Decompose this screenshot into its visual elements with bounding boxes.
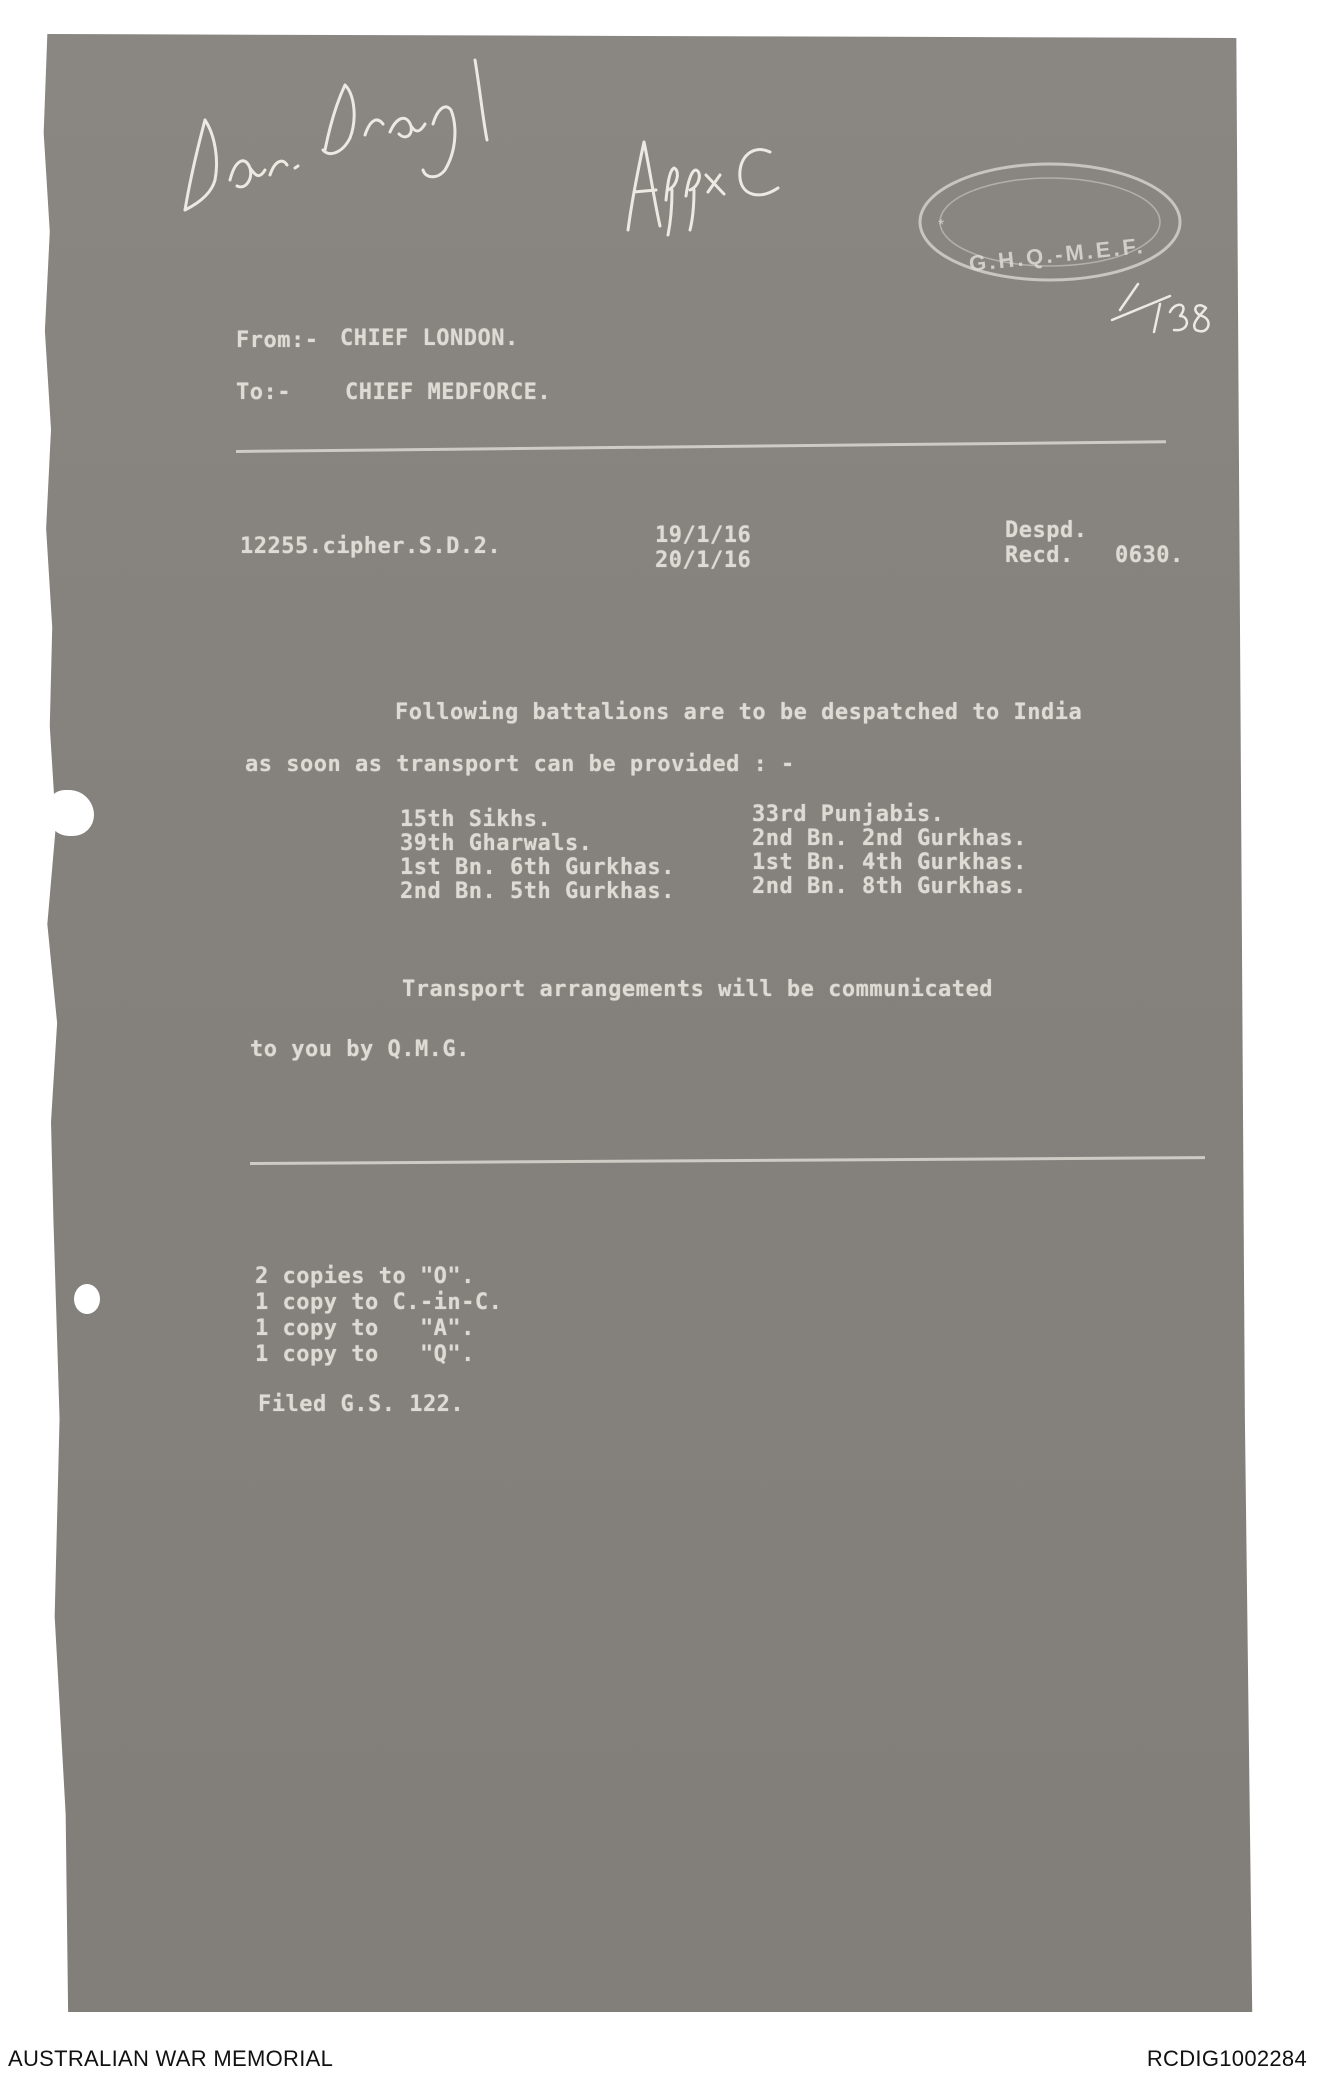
battalion-right-2: 2nd Bn. 2nd Gurkhas.	[752, 826, 1027, 851]
distribution-line-2: 1 copy to C.-in-C.	[255, 1290, 503, 1315]
from-label: From:-	[236, 328, 319, 353]
footer-institution: AUSTRALIAN WAR MEMORIAL	[8, 2046, 334, 2071]
handwritten-war-diary	[175, 40, 515, 220]
despatched-label: Despd.	[1005, 518, 1088, 543]
date-despatched: 19/1/16	[655, 523, 752, 548]
document-sheet	[40, 34, 1262, 2012]
to-label: To:-	[236, 380, 291, 405]
battalion-right-4: 2nd Bn. 8th Gurkhas.	[752, 874, 1027, 899]
handwritten-folio-number	[1110, 270, 1220, 340]
distribution-line-3: 1 copy to "A".	[255, 1316, 475, 1341]
received-time: 0630.	[1115, 543, 1184, 568]
footer-record-id: RCDIG1002284	[1146, 2046, 1307, 2071]
message-paragraph-2-line-2: to you by Q.M.G.	[250, 1037, 470, 1062]
received-label: Recd.	[1005, 543, 1074, 568]
handwritten-appx-c	[620, 130, 800, 240]
message-paragraph-1-line-1: Following battalions are to be despatched to India	[395, 700, 1083, 725]
from-value: CHIEF LONDON.	[340, 326, 519, 351]
binder-tear	[48, 790, 94, 836]
battalion-left-2: 39th Gharwals.	[400, 831, 593, 856]
message-paragraph-1-line-2: as soon as transport can be provided : -	[245, 752, 795, 777]
filed-reference: Filed G.S. 122.	[258, 1392, 465, 1417]
date-received: 20/1/16	[655, 548, 752, 573]
svg-text:*: *	[938, 217, 945, 234]
distribution-line-4: 1 copy to "Q".	[255, 1342, 475, 1367]
to-value: CHIEF MEDFORCE.	[345, 380, 552, 405]
cipher-reference: 12255.cipher.S.D.2.	[240, 534, 502, 559]
binder-hole	[74, 1284, 100, 1314]
distribution-line-1: 2 copies to "O".	[255, 1264, 475, 1289]
message-paragraph-2-line-1: Transport arrangements will be communicated	[402, 977, 994, 1002]
battalion-left-4: 2nd Bn. 5th Gurkhas.	[400, 879, 675, 904]
battalion-right-1: 33rd Punjabis.	[752, 802, 945, 827]
battalion-left-3: 1st Bn. 6th Gurkhas.	[400, 855, 675, 880]
battalion-left-1: 15th Sikhs.	[400, 807, 552, 832]
battalion-right-3: 1st Bn. 4th Gurkhas.	[752, 850, 1027, 875]
svg-text:G.H.Q.-M.E.F.: G.H.Q.-M.E.F.	[967, 232, 1147, 277]
